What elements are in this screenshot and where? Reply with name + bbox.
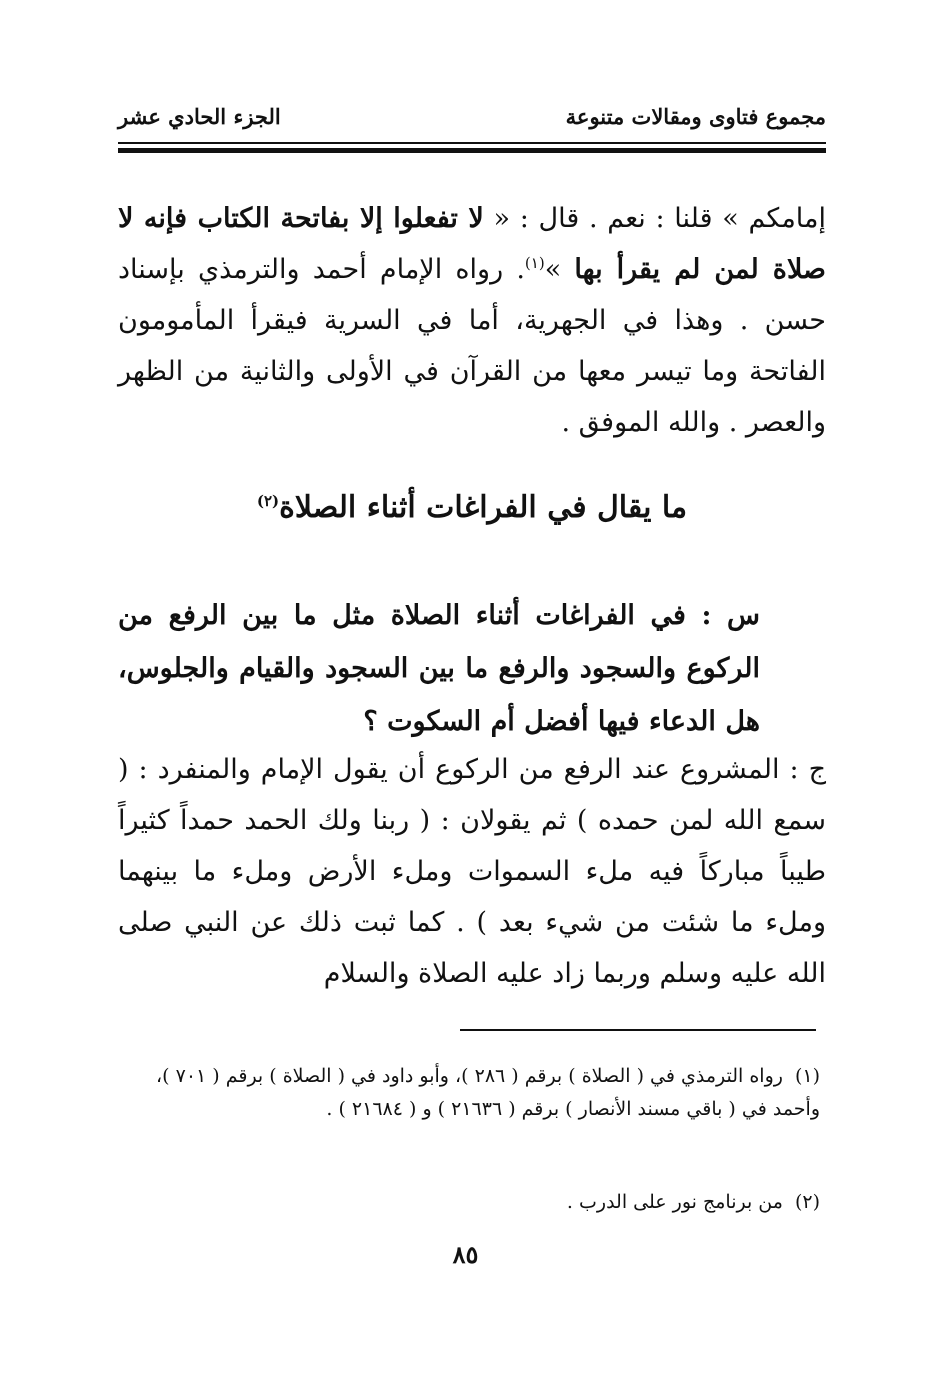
header-rule-thin [118, 142, 826, 144]
question-paragraph: س : في الفراغات أثناء الصلاة مثل ما بين الرفع من الركوع والسجود والرفع ما بين السجود والقيام والجلوس، هل الدعاء فيها أفضل أم السكوت ؟ [118, 600, 760, 737]
footnote-marker-1: (١) [524, 254, 545, 272]
hadith-quote: لا تفعلوا إلا بفاتحة الكتاب فإنه لا صلاة لمن لم يقرأ بها [118, 203, 826, 285]
footnote-divider [460, 1029, 816, 1031]
answer-paragraph: ج : المشروع عند الرفع من الركوع أن يقول الإمام والمنفرد : ( سمع الله لمن حمده ) ثم يقولان : ( ربنا ولك الحمد حمداً كثيراً طيباً مباركاً فيه ملء السموات وملء الأرض وملء ما بينهما وملء ما شئت من شيء بعد ) . كما ثبت ذلك عن النبي صلى الله عليه وسلم وربما زاد عليه الصلاة والسلام [118, 754, 826, 989]
volume-label: الجزء الحادي عشر [118, 104, 281, 129]
footnote-1 [115, 1060, 820, 1126]
intro-text-4: . رواه الإمام أحمد والترمذي بإسناد حسن . وهذا في الجهرية، أما في السرية فيقرأ المأمومون الفاتحة وما تيسر معها من القرآن في الأولى والثانية من الظهر والعصر . والله الموفق . [118, 254, 826, 438]
footnote-1-text: رواه الترمذي في ( الصلاة ) برقم ( ٢٨٦ )، وأبو داود في ( الصلاة ) برقم ( ٧٠١ )، وأحمد في ( باقي مسند الأنصار ) برقم ( ٢١٦٣٦ ) و ( ٢١٦٨٤ ) . [156, 1065, 820, 1120]
intro-text-1: إمامكم » قلنا : نعم . قال : « [483, 203, 826, 234]
intro-paragraph [118, 193, 826, 448]
intro-text-3: » [544, 254, 575, 285]
header-rule-thick [118, 148, 826, 153]
section-title [118, 490, 826, 525]
page-number: ٨٥ [452, 1240, 479, 1269]
footnote-2-text: من برنامج نور على الدرب . [566, 1191, 783, 1213]
footnote-1-number: (١) [794, 1065, 820, 1087]
footnote-2-number: (٢) [794, 1191, 820, 1213]
running-header [118, 104, 826, 140]
book-title: مجموع فتاوى ومقالات متنوعة [565, 104, 826, 129]
footnote-marker-2: (٢) [256, 492, 280, 510]
section-title-text: ما يقال في الفراغات أثناء الصلاة [279, 490, 688, 525]
footnote-2 [115, 1186, 820, 1219]
